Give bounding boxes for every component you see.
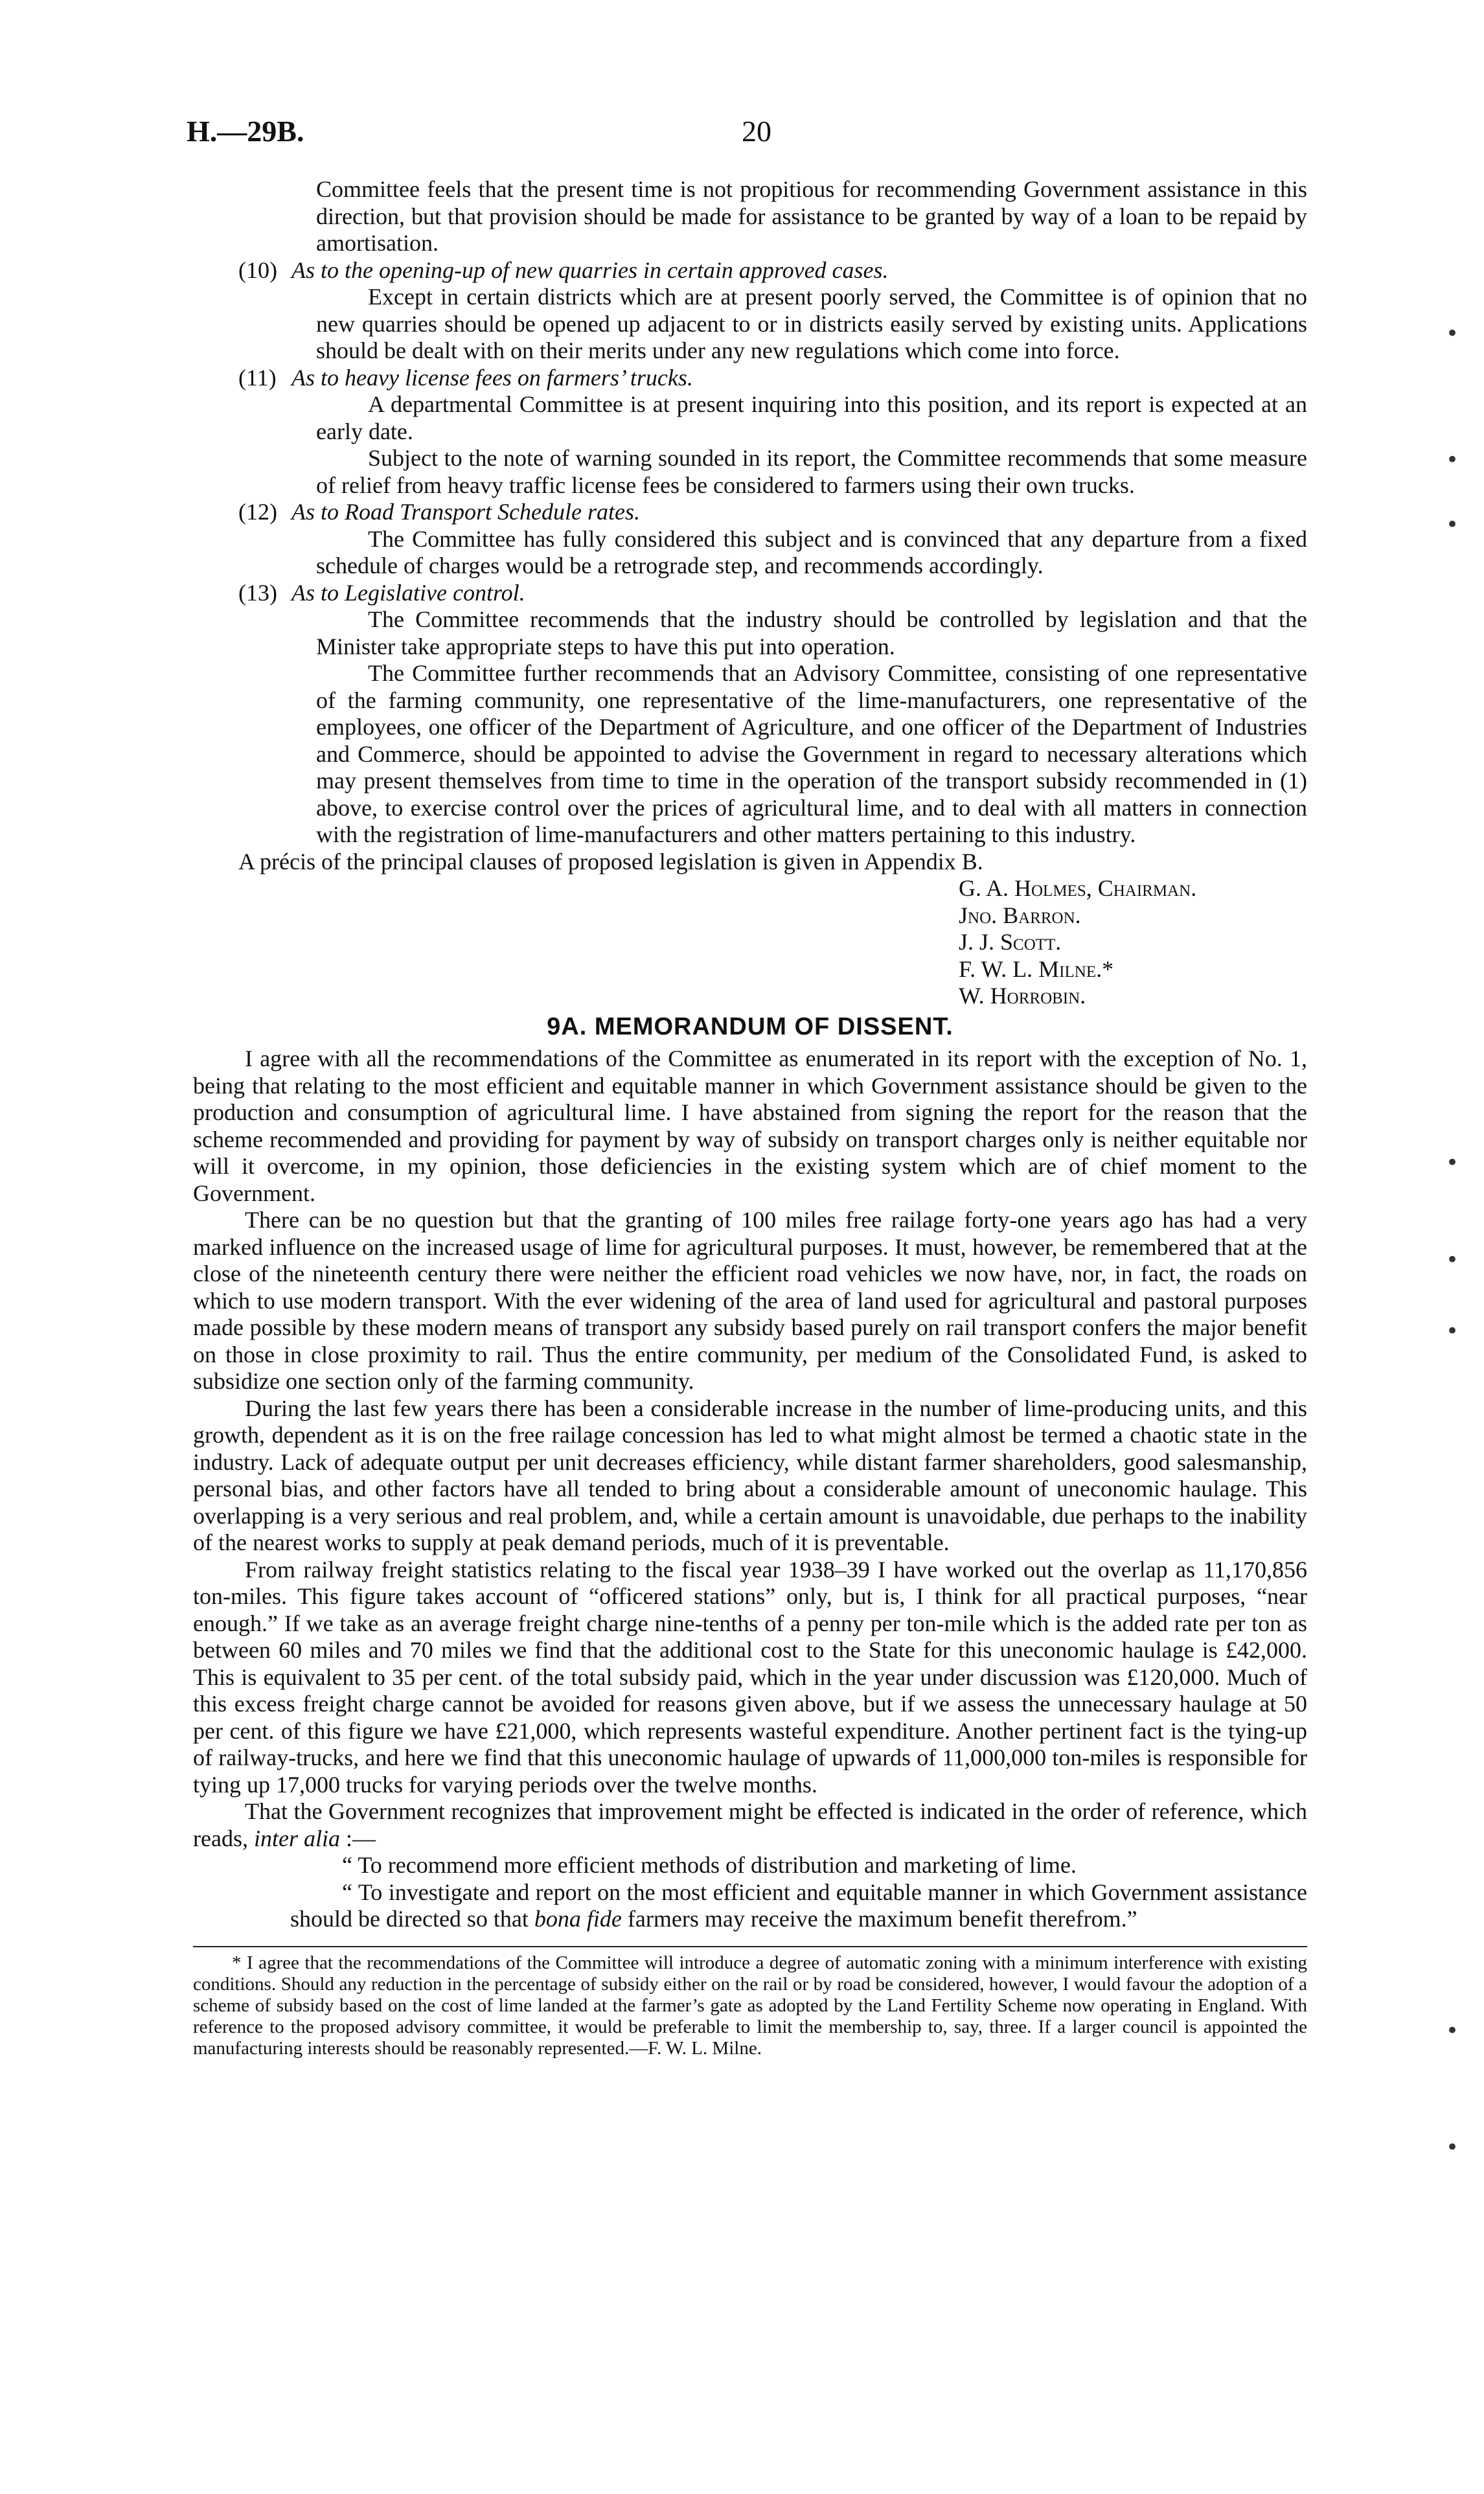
margin-mark: • — [1446, 512, 1459, 538]
quote-text: farmers may receive the maximum benefit therefrom.” — [621, 1906, 1137, 1932]
section-number: (10) — [238, 257, 277, 283]
memo-paragraph-4: From railway freight statistics relating to the fiscal year 1938–39 I have worked out the overlap as 11,170,856 ton-miles. This figure takes account of “officered stations” only, but is, I think for all practical purposes, “near enough.” If we take as an average freight charge nine-tenths of a penny per ton-mile which is the added rate per ton as between 60 miles and 70 miles we find that the additional cost to the State for this uneconomic haulage is £42,000. This is equivalent to 35 per cent. of the total subsidy paid, which in the year under discussion was £120,000. Much of this excess freight charge cannot be avoided for reasons given above, but if we assess the unnecessary haulage at 50 per cent. of this figure we have £21,000, which represents wasteful expenditure. Another pertinent fact is the tying-up of railway-trucks, and here we find that this uneconomic haulage of upwards of 11,000,000 ton-miles is responsible for tying up 17,000 trucks for varying periods over the twelve months. — [193, 1556, 1307, 1798]
section-title: As to Road Transport Schedule rates. — [291, 499, 640, 525]
margin-mark: • — [1446, 2018, 1459, 2044]
paragraph-13a: The Committee recommends that the industry should be controlled by legislation and that the Minister take appropriate steps to have this put into operation. — [316, 606, 1307, 659]
paragraph-11a: A departmental Committee is at present inquiring into this position, and its report is expected at an early date. — [316, 391, 1307, 444]
signatory: J. J. Scott. — [959, 929, 1062, 955]
memo-paragraph-1: I agree with all the recommendations of the Committee as enumerated in its report with the exception of No. 1, being that relating to the most efficient and equitable manner in which Government assistance should be given to the production and consumption of agricultural lime. I have abstained from signing the report for the reason that the scheme recommended and providing for payment by way of subsidy on transport charges only is neither equitable nor will it overcome, in my opinion, those deficiencies in the existing system which are of chief moment to the Government. — [193, 1046, 1307, 1206]
signatory: F. W. L. Milne.* — [959, 955, 1114, 982]
paragraph-10: Except in certain districts which are at present poorly served, the Committee is of opinion that no new quarries should be opened up adjacent to or in districts easily served by existing units. Applications should be dealt with on their merits under any new regulations which come into force. — [316, 284, 1307, 363]
footnote — [193, 1952, 1307, 2059]
paragraph-precis: A précis of the principal clauses of proposed legislation is given in Appendix B. — [238, 848, 983, 875]
section-title: As to Legislative control. — [291, 579, 525, 606]
margin-mark: • — [1446, 447, 1459, 473]
section-heading-13 — [193, 580, 1307, 607]
margin-mark: • — [1446, 1150, 1459, 1176]
section-heading-10 — [193, 257, 1307, 284]
section-title: As to the opening-up of new quarries in certain approved cases. — [291, 257, 889, 283]
section-title: As to heavy license fees on farmers’ trucks. — [291, 364, 693, 391]
page-body — [193, 176, 1307, 2059]
paragraph-11b: Subject to the note of warning sounded in its report, the Committee recommends that some measure of relief from heavy traffic license fees be considered to farmers using their own trucks. — [316, 445, 1307, 498]
signatory: Jno. Barron. — [959, 902, 1081, 928]
margin-mark: • — [1446, 1318, 1459, 1344]
memo-paragraph-3: During the last few years there has been a considerable increase in the number of lime-producing units, and this growth, dependent as it is on the free railage concession has led to what might almost be termed a chaotic state in the industry. Lack of adequate output per unit decreases efficiency, while distant farmer shareholders, good salesmanship, personal bias, and other factors have all tended to bring about a considerable amount of uneconomic haulage. This overlapping is a very serious and real problem, and, while a certain amount is unavoidable, due perhaps to the inability of the nearest works to supply at peak demand periods, much of it is preventable. — [193, 1395, 1307, 1555]
quotation-2 — [193, 1879, 1307, 1933]
signatory: G. A. Holmes, Chairman. — [959, 875, 1197, 901]
margin-mark: • — [1446, 321, 1459, 347]
paragraph-13b: The Committee further recommends that an Advisory Committee, consisting of one representative of the farming community, one representative of the lime-manufacturers, one representative of the employees, one officer of the Department of Agriculture, and one officer of the Department of Industries and Commerce, should be appointed to advise the Government in regard to necessary alterations which may present themselves from time to time in the operation of the transport subsidy recommended in (1) above, to exercise control over the prices of agricultural lime, and to deal with all matters in connection with the registration of lime-manufacturers and other matters pertaining to this industry. — [316, 660, 1307, 847]
memo-text: :— — [339, 1825, 376, 1851]
memorandum-title: 9A. MEMORANDUM OF DISSENT. — [547, 1012, 953, 1040]
section-heading-12 — [193, 499, 1307, 526]
section-number: (13) — [238, 579, 277, 606]
memo-emphasis: inter alia — [253, 1825, 340, 1851]
margin-mark: • — [1446, 2134, 1459, 2160]
page-number: 20 — [742, 115, 771, 148]
document-reference: H.—29B. — [187, 115, 304, 148]
memo-text: That the Government recognizes that improvement might be effected is indicated in the order of reference, which reads, — [193, 1798, 1307, 1851]
margin-mark: • — [1446, 1247, 1459, 1273]
memo-paragraph-2: There can be no question but that the granting of 100 miles free railage forty-one years ago has had a very marked influence on the increased usage of lime for agricultural purposes. It must, however, be remembered that at the close of the nineteenth century there were neither the efficient road vehicles we now have, nor, in fact, the roads on which to use modern transport. With the ever widening of the area of land used for agricultural and pastoral purposes made possible by these modern means of transport any subsidy based purely on rail transport confers the major benefit on those in close proximity to rail. Thus the entire community, per medium of the Consolidated Fund, is asked to subsidize one section only of the farming community. — [193, 1207, 1307, 1394]
section-heading-11 — [193, 365, 1307, 392]
quote-text: “ To investigate and report on the most efficient and equitable manner in which Government assistance should be directed so that — [290, 1879, 1307, 1932]
paragraph-12: The Committee has fully considered this subject and is convinced that any departure from a fixed schedule of charges would be a retrograde step, and recommends accordingly. — [316, 525, 1307, 578]
memo-paragraph-5 — [193, 1798, 1307, 1852]
signatory: W. Horrobin. — [959, 983, 1086, 1009]
footnote-text: * I agree that the recommendations of the Committee will introduce a degree of automatic zoning with a minimum interference with existing conditions. Should any reduction in the percentage of subsidy either on the rail or by road be considered, however, I would favour the adoption of a scheme of subsidy based on the cost of lime landed at the farmer’s gate as adopted by the Land Fertility Scheme now operating in England. With reference to the proposed advisory committee, it would be preferable to limit the membership to, say, three. If a larger council is appointed the manufacturing interests should be reasonably represented.—F. W. L. Milne. — [193, 1952, 1307, 2059]
quotation-1: “ To recommend more efficient methods of distribution and marketing of lime. — [342, 1852, 1077, 1878]
signatories — [193, 875, 1307, 1010]
section-number: (11) — [238, 364, 277, 391]
footnote-rule — [193, 1946, 1307, 1947]
section-number: (12) — [238, 499, 277, 525]
paragraph-intro: Committee feels that the present time is not propitious for recommending Government assistance in this direction, but that provision should be made for assistance to be granted by way of a loan to be repaid by amortisation. — [316, 176, 1307, 256]
quote-emphasis: bona fide — [534, 1906, 622, 1932]
